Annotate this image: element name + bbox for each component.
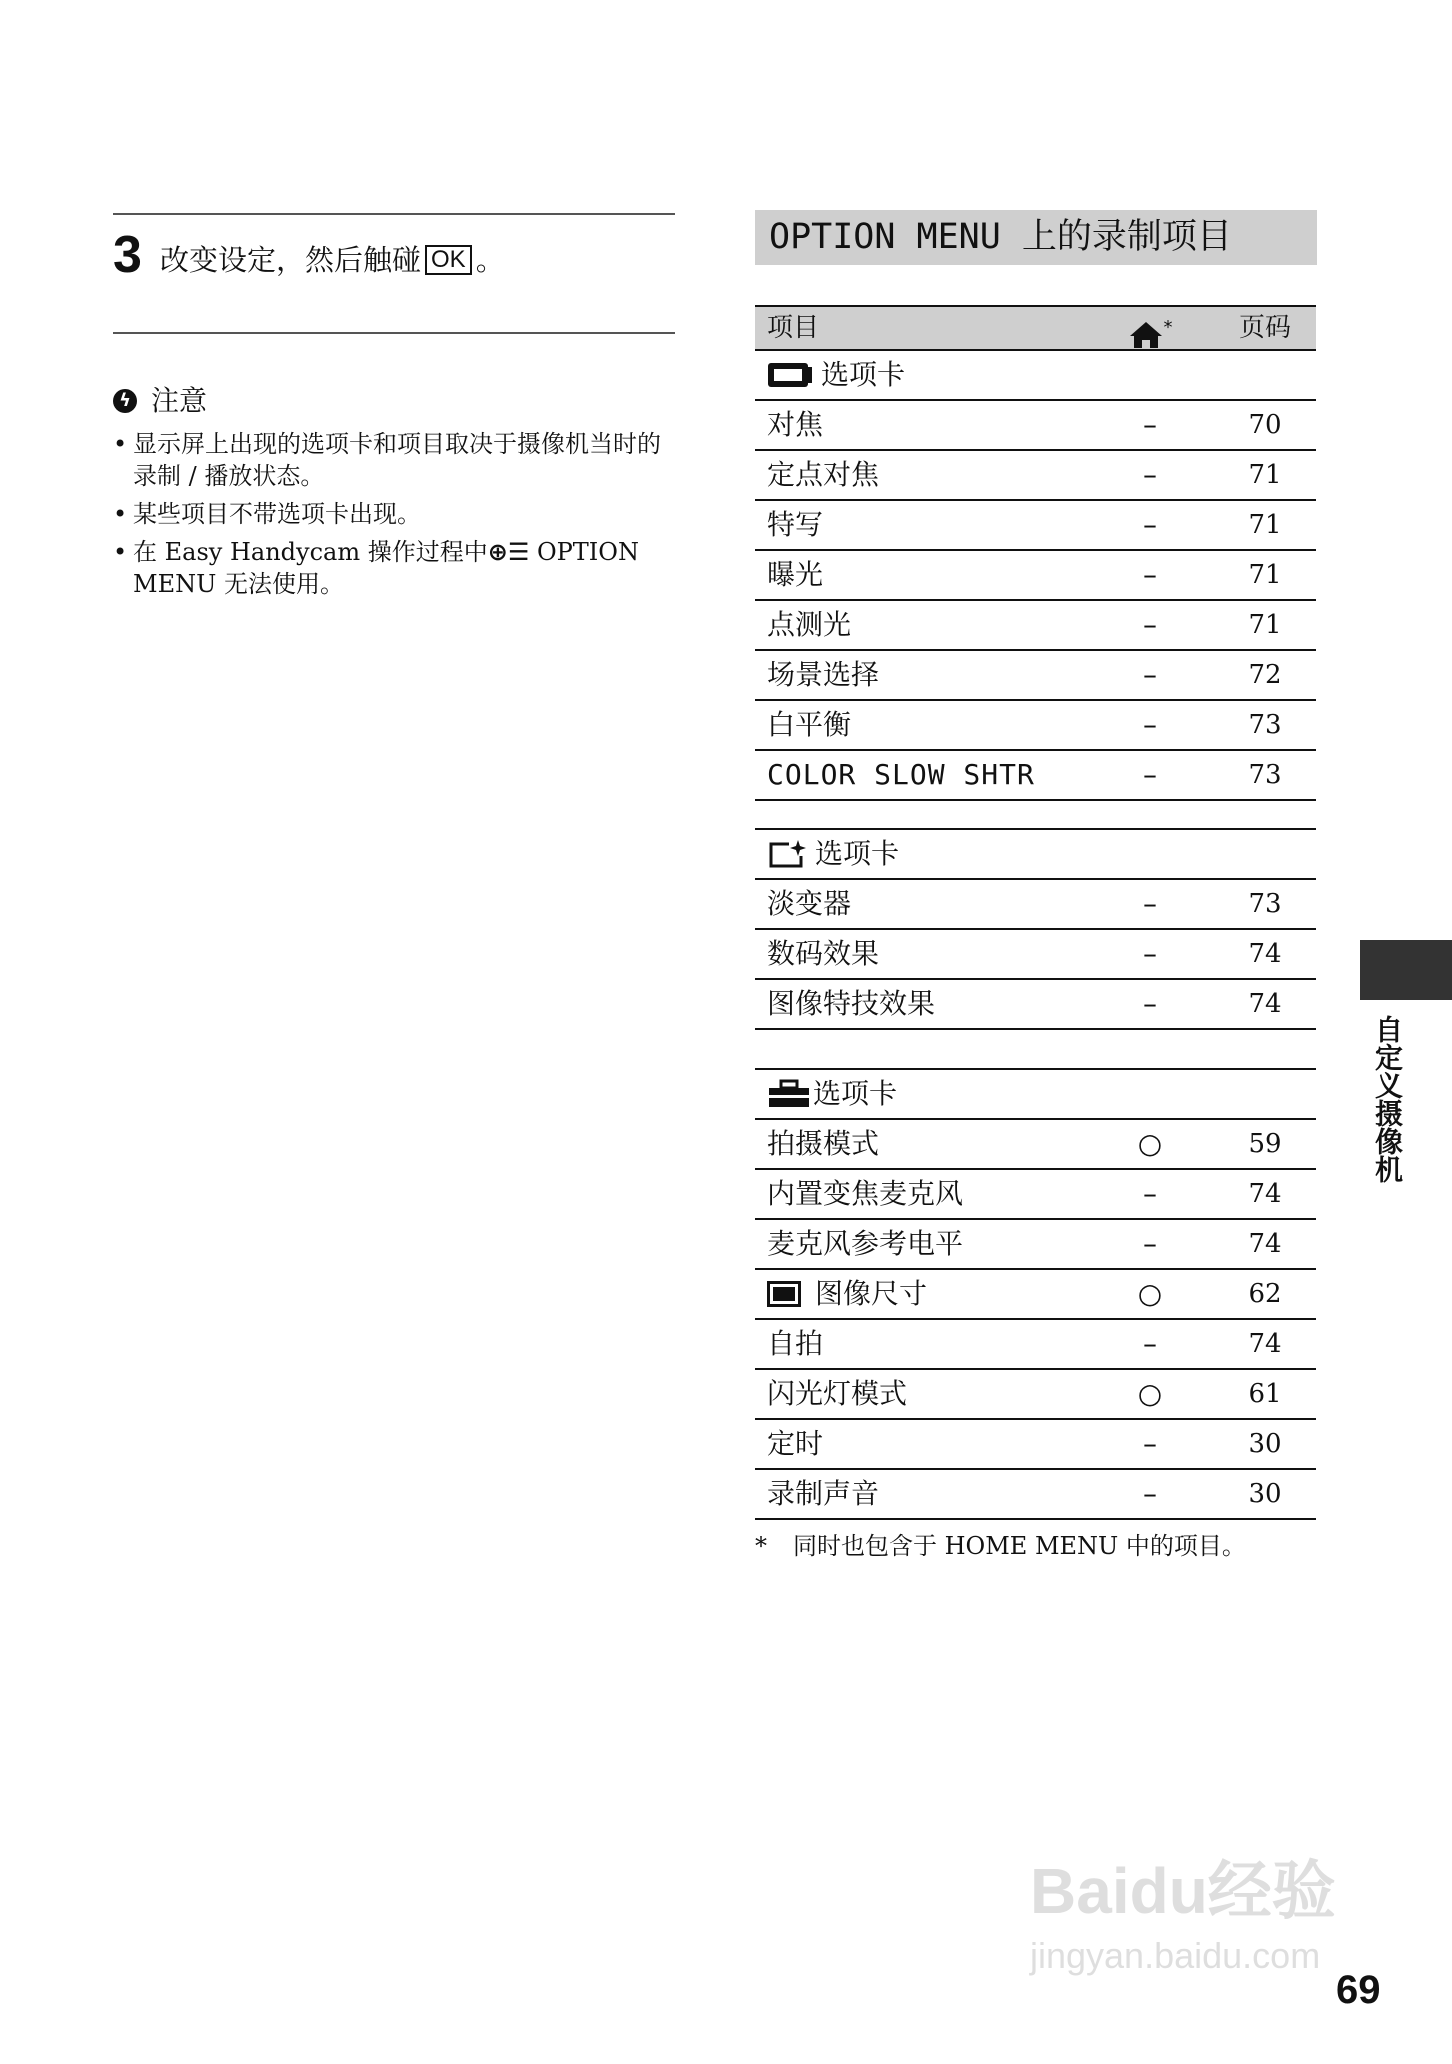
image-size-icon bbox=[767, 1281, 801, 1307]
option-menu-table-2 bbox=[755, 828, 1316, 1030]
ok-button-glyph: OK bbox=[425, 245, 472, 275]
table-row bbox=[755, 551, 1316, 601]
row-home: ○ bbox=[1137, 1127, 1163, 1160]
table-row bbox=[755, 1320, 1316, 1370]
bottom-rule bbox=[113, 332, 675, 334]
table-row bbox=[755, 930, 1316, 980]
option-menu-table bbox=[755, 305, 1316, 801]
camera-tab-icon bbox=[767, 360, 813, 390]
row-page: 74 bbox=[1248, 1179, 1282, 1209]
row-page: 74 bbox=[1248, 939, 1282, 969]
table-row bbox=[755, 501, 1316, 551]
home-asterisk: * bbox=[1163, 317, 1173, 338]
table-row bbox=[755, 401, 1316, 451]
table-row bbox=[755, 751, 1316, 801]
footnote-mark: * bbox=[755, 1532, 767, 1560]
row-page: 71 bbox=[1248, 560, 1282, 590]
option-menu-table-3 bbox=[755, 1068, 1316, 1520]
row-name: 定点对焦 bbox=[767, 458, 880, 491]
row-home: – bbox=[1143, 508, 1157, 541]
row-page: 71 bbox=[1248, 510, 1282, 540]
row-page: 61 bbox=[1248, 1379, 1282, 1409]
row-home: – bbox=[1143, 458, 1157, 491]
row-page: 73 bbox=[1248, 710, 1282, 740]
row-page: 74 bbox=[1248, 1229, 1282, 1259]
row-name: 特写 bbox=[767, 508, 824, 541]
row-name: 拍摄模式 bbox=[767, 1127, 880, 1160]
row-home: – bbox=[1143, 758, 1157, 791]
table-row bbox=[755, 601, 1316, 651]
table-row bbox=[755, 1470, 1316, 1520]
row-home: – bbox=[1143, 408, 1157, 441]
option-icon: ⊕☰ bbox=[487, 538, 530, 566]
row-home: – bbox=[1143, 937, 1157, 970]
row-name: 自拍 bbox=[767, 1327, 824, 1360]
row-name: 图像特技效果 bbox=[767, 987, 936, 1020]
note-item bbox=[113, 536, 683, 600]
row-home: – bbox=[1143, 1177, 1157, 1210]
row-home: – bbox=[1143, 1227, 1157, 1260]
note-item: • 显示屏上出现的选项卡和项目取决于摄像机当时的录制 / 播放状态。 bbox=[113, 428, 683, 492]
row-name: COLOR SLOW SHTR bbox=[767, 758, 1035, 791]
table-row bbox=[755, 651, 1316, 701]
row-name: 曝光 bbox=[767, 558, 824, 591]
row-name: 录制声音 bbox=[767, 1477, 880, 1510]
note-text: 在 Easy Handycam 操作过程中 bbox=[133, 538, 488, 566]
table-row bbox=[755, 1220, 1316, 1270]
watermark-logo: Baidu经验 bbox=[1030, 1855, 1336, 1927]
watermark-url: jingyan.baidu.com bbox=[1030, 1935, 1321, 1976]
table-row bbox=[755, 1170, 1316, 1220]
row-name: 对焦 bbox=[767, 408, 824, 441]
table-row bbox=[755, 701, 1316, 751]
row-name: 淡变器 bbox=[767, 887, 852, 920]
row-page: 62 bbox=[1248, 1279, 1282, 1309]
row-page: 73 bbox=[1248, 889, 1282, 919]
tab-label: 选项卡 bbox=[815, 837, 900, 870]
row-page: 71 bbox=[1248, 610, 1282, 640]
row-name: 场景选择 bbox=[767, 658, 880, 691]
header-home bbox=[1125, 307, 1175, 356]
note-heading bbox=[113, 383, 207, 419]
table-row bbox=[755, 1420, 1316, 1470]
tab-label: 选项卡 bbox=[813, 1077, 898, 1110]
row-name: 点测光 bbox=[767, 608, 852, 641]
row-name: 麦克风参考电平 bbox=[767, 1227, 964, 1260]
footnote-text: 同时也包含于 HOME MENU 中的项目。 bbox=[793, 1532, 1246, 1560]
table-row bbox=[755, 1270, 1316, 1320]
tab-label: 选项卡 bbox=[821, 358, 906, 391]
table-row bbox=[755, 880, 1316, 930]
row-home: – bbox=[1143, 1477, 1157, 1510]
row-name: 数码效果 bbox=[767, 937, 880, 970]
row-home: ○ bbox=[1137, 1377, 1163, 1410]
table-row bbox=[755, 451, 1316, 501]
section-title: OPTION MENU 上的录制项目 bbox=[755, 210, 1317, 265]
top-rule bbox=[113, 213, 675, 215]
row-page: 71 bbox=[1248, 460, 1282, 490]
tab-row-toolbox bbox=[755, 1068, 1316, 1120]
note-list bbox=[113, 428, 683, 606]
note-title: 注意 bbox=[151, 384, 208, 417]
tab-row-effect bbox=[755, 828, 1316, 880]
row-page: 30 bbox=[1248, 1479, 1282, 1509]
table-row bbox=[755, 1120, 1316, 1170]
table-header bbox=[755, 305, 1316, 351]
step-number: 3 bbox=[113, 226, 142, 284]
step-text: 改变设定，然后触碰 bbox=[160, 243, 422, 277]
row-name: 图像尺寸 bbox=[815, 1277, 928, 1310]
table-row bbox=[755, 980, 1316, 1030]
effect-tab-icon bbox=[767, 838, 807, 870]
home-icon bbox=[1128, 320, 1164, 350]
page-number: 69 bbox=[1336, 1968, 1381, 2012]
chapter-tab-label: 自定义摄像机 bbox=[1371, 1015, 1404, 1183]
row-home: – bbox=[1143, 658, 1157, 691]
row-name: 闪光灯模式 bbox=[767, 1377, 908, 1410]
row-home: – bbox=[1143, 887, 1157, 920]
row-home: – bbox=[1143, 608, 1157, 641]
row-page: 59 bbox=[1248, 1129, 1282, 1159]
row-page: 72 bbox=[1248, 660, 1282, 690]
row-page: 74 bbox=[1248, 1329, 1282, 1359]
header-page: 页码 bbox=[1238, 313, 1291, 343]
row-name: 内置变焦麦克风 bbox=[767, 1177, 964, 1210]
row-page: 74 bbox=[1248, 989, 1282, 1019]
row-home: – bbox=[1143, 1327, 1157, 1360]
note-item: • 某些项目不带选项卡出现。 bbox=[113, 498, 683, 530]
row-name: 定时 bbox=[767, 1427, 824, 1460]
table-row bbox=[755, 1370, 1316, 1420]
step-instruction bbox=[160, 240, 505, 280]
row-home: – bbox=[1143, 708, 1157, 741]
row-home: – bbox=[1143, 558, 1157, 591]
note-text: OPTION MENU 无法使用。 bbox=[133, 538, 639, 598]
row-name: 白平衡 bbox=[767, 708, 852, 741]
tab-row-camera bbox=[755, 351, 1316, 401]
chapter-tab-block bbox=[1360, 940, 1452, 1000]
row-home: ○ bbox=[1137, 1277, 1163, 1310]
footnote bbox=[755, 1530, 1246, 1562]
step-end: 。 bbox=[475, 243, 505, 277]
row-home: – bbox=[1143, 987, 1157, 1020]
header-item: 项目 bbox=[767, 313, 820, 343]
row-home: – bbox=[1143, 1427, 1157, 1460]
caution-icon: ϟ bbox=[113, 389, 137, 413]
row-page: 73 bbox=[1248, 760, 1282, 790]
row-page: 70 bbox=[1248, 410, 1282, 440]
row-page: 30 bbox=[1248, 1429, 1282, 1459]
toolbox-tab-icon bbox=[767, 1079, 811, 1109]
